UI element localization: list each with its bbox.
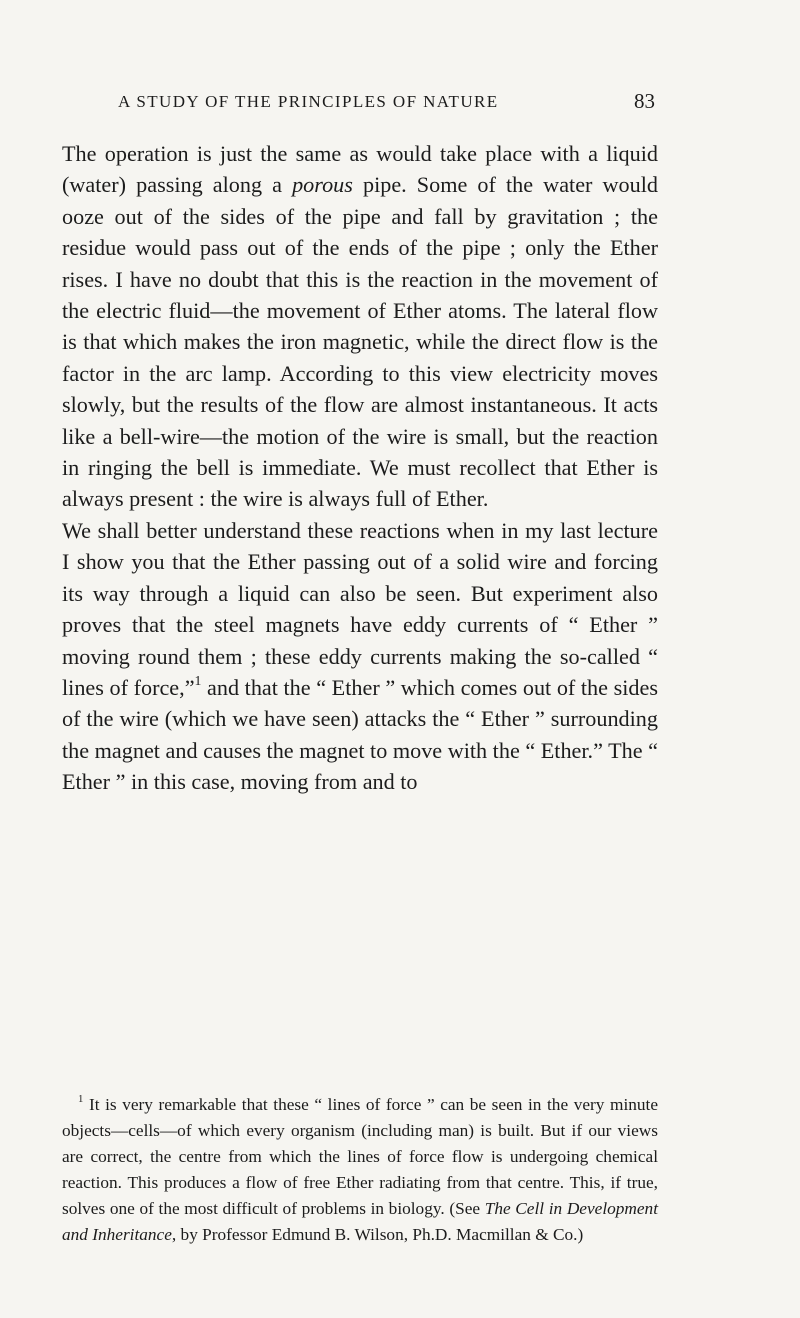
paragraph-1 bbox=[62, 138, 658, 515]
paragraph-1-emphasis: porous bbox=[292, 172, 353, 198]
paragraph-2-text-end: and that the “ Ether ” which comes out of the sides of the wire (which we have seen) attacks the “ Ether ” surrounding the magnet and causes the magnet to move with the “ Ether.” The “ Ether ” in this case, moving from and to bbox=[62, 674, 658, 795]
paragraph-1-text-end: pipe. Some of the water would ooze out of the sides of the pipe and fall by gravitation ; the residue would pass out of the ends of the pipe ; only the Ether rises. I have no doubt that this is the reaction in the movement of the electric fluid—the movement of Ether atoms. The lateral flow is that which makes the iron magnetic, while the direct flow is the factor in the arc lamp. According to this view electricity moves slowly, but the results of the flow are almost instantaneous. It acts like a bell-wire—the motion of the wire is small, but the reaction in ringing the bell is immediate. We must recollect that Ether is always present : the wire is always full of Ether. bbox=[62, 172, 658, 512]
footnote bbox=[62, 1092, 658, 1248]
footnote-book-title: The Cell in Development and Inheritance bbox=[62, 1199, 658, 1244]
footnote-paragraph bbox=[62, 1092, 658, 1248]
paragraph-2-text-start: We shall better understand these reactions when in my last lecture I show you that the Ether passing out of a solid wire and forcing its way through a liquid can also be seen. But experiment also proves that the steel magnets have eddy currents of “ Ether ” moving round them ; these eddy currents making the so-called “ lines of force,” bbox=[62, 517, 658, 700]
footnote-text-start: It is very remarkable that these “ lines of force ” can be seen in the very minute objects—cells—of which every organism (including man) is built. But if our views are correct, the centre from which the lines of force flow is undergoing chemical reaction. This produces a flow of free Ether radiating from that centre. This, if true, solves one of the most difficult of problems in biology. (See bbox=[62, 1095, 658, 1218]
footnote-marker: 1 bbox=[78, 1093, 84, 1106]
footnote-reference: 1 bbox=[194, 673, 202, 689]
body-text bbox=[62, 138, 658, 798]
running-head bbox=[118, 89, 655, 118]
footnote-text-end: , by Professor Edmund B. Wilson, Ph.D. Macmillan & Co.) bbox=[171, 1225, 584, 1244]
paragraph-2 bbox=[62, 515, 658, 798]
paragraph-1-text-start: The operation is just the same as would take place with a liquid (water) passing along a bbox=[62, 141, 658, 198]
running-head-title: A STUDY OF THE PRINCIPLES OF NATURE bbox=[118, 92, 499, 111]
page-number: 83 bbox=[634, 89, 655, 113]
